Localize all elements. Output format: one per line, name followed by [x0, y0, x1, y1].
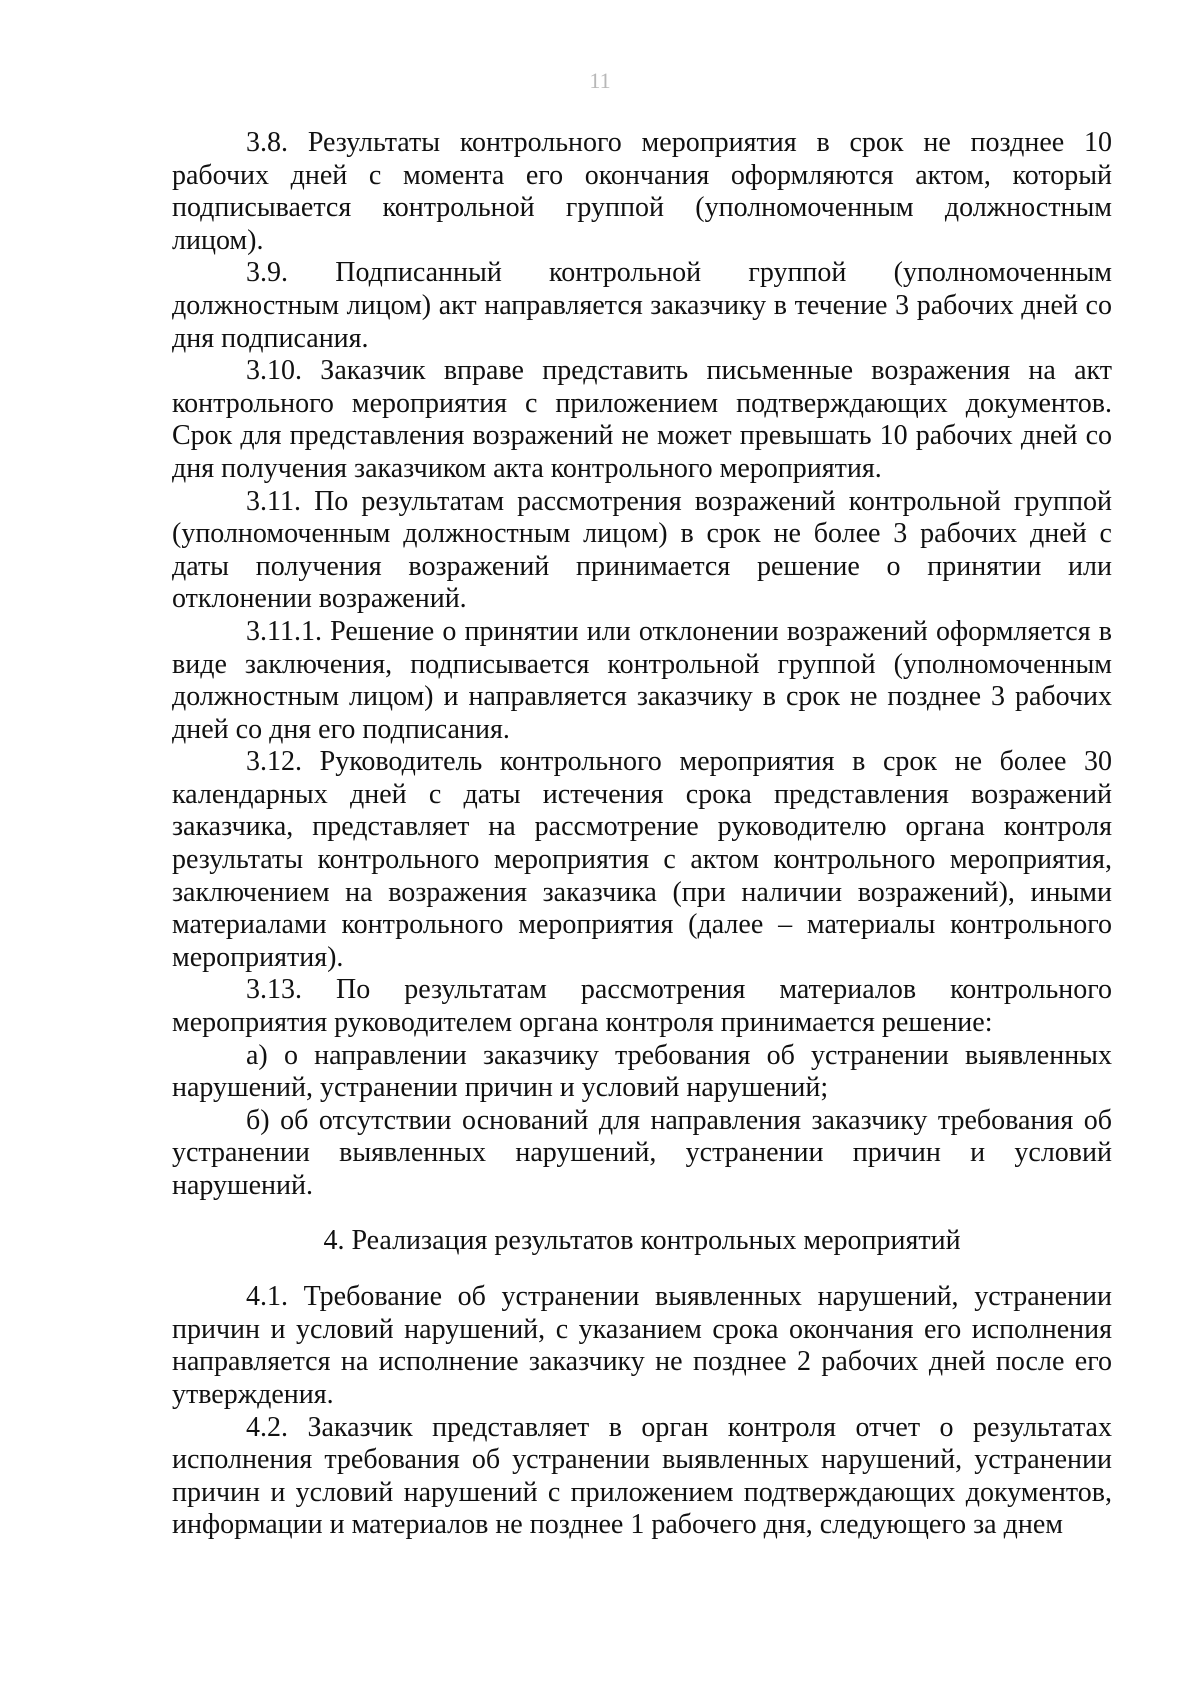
paragraph-3-12: 3.12. Руководитель контрольного мероприятия в срок не более 30 календарных дней с даты истечения срока представления возражений заказчика, представляет на рассмотрение руководителю органа контроля результаты контрольного мероприятия с актом контрольного мероприятия, заключением на возражения заказчика (при наличии возражений), иными материалами контрольного мероприятия (далее – материалы контрольного мероприятия).: [172, 746, 1112, 973]
paragraph-3-13-b: б) об отсутствии оснований для направления заказчику требования об устранении выявленных нарушений, устранении причин и условий нарушений.: [172, 1104, 1112, 1201]
paragraph-3-8: 3.8. Результаты контрольного мероприятия в срок не позднее 10 рабочих дней с момента его окончания оформляются актом, который подписывается контрольной группой (уполномоченным должностным лицом).: [172, 127, 1112, 256]
paragraph-3-11: 3.11. По результатам рассмотрения возражений контрольной группой (уполномоченным должностным лицом) в срок не более 3 рабочих дней с даты получения возражений принимается решение о принятии или отклонении возражений.: [172, 485, 1112, 615]
section-heading-4: 4. Реализация результатов контрольных мероприятий: [323, 1224, 961, 1256]
page-number: 11: [589, 68, 611, 93]
paragraph-3-13-a: а) о направлении заказчику требования об устранении выявленных нарушений, устранении причин и условий нарушений;: [172, 1039, 1112, 1104]
paragraph-3-13: 3.13. По результатам рассмотрения материалов контрольного мероприятия руководителем органа контроля принимается решение:: [172, 974, 1112, 1039]
paragraph-3-10: 3.10. Заказчик вправе представить письменные возражения на акт контрольного мероприятия с приложением подтверждающих документов. Срок для представления возражений не может превышать 10 рабочих дней со дня получения заказчиком акта контрольного мероприятия.: [172, 355, 1112, 484]
document-body: [172, 127, 1112, 1542]
paragraph-4-1: 4.1. Требование об устранении выявленных нарушений, устранении причин и условий нарушений, с указанием срока окончания его исполнения направляется на исполнение заказчику не позднее 2 рабочих дней после его утверждения.: [172, 1281, 1112, 1410]
paragraph-4-2: 4.2. Заказчик представляет в орган контроля отчет о результатах исполнения требования об устранении выявленных нарушений, устранении причин и условий нарушений с приложением подтверждающих документов, информации и материалов не позднее 1 рабочего дня, следующего за днем: [172, 1411, 1112, 1541]
paragraph-3-9: 3.9. Подписанный контрольной группой (уполномоченным должностным лицом) акт направляется заказчику в течение 3 рабочих дней со дня подписания.: [172, 257, 1112, 354]
paragraph-3-11-1: 3.11.1. Решение о принятии или отклонении возражений оформляется в виде заключения, подписывается контрольной группой (уполномоченным должностным лицом) и направляется заказчику в срок не позднее 3 рабочих дней со дня его подписания.: [172, 615, 1112, 745]
